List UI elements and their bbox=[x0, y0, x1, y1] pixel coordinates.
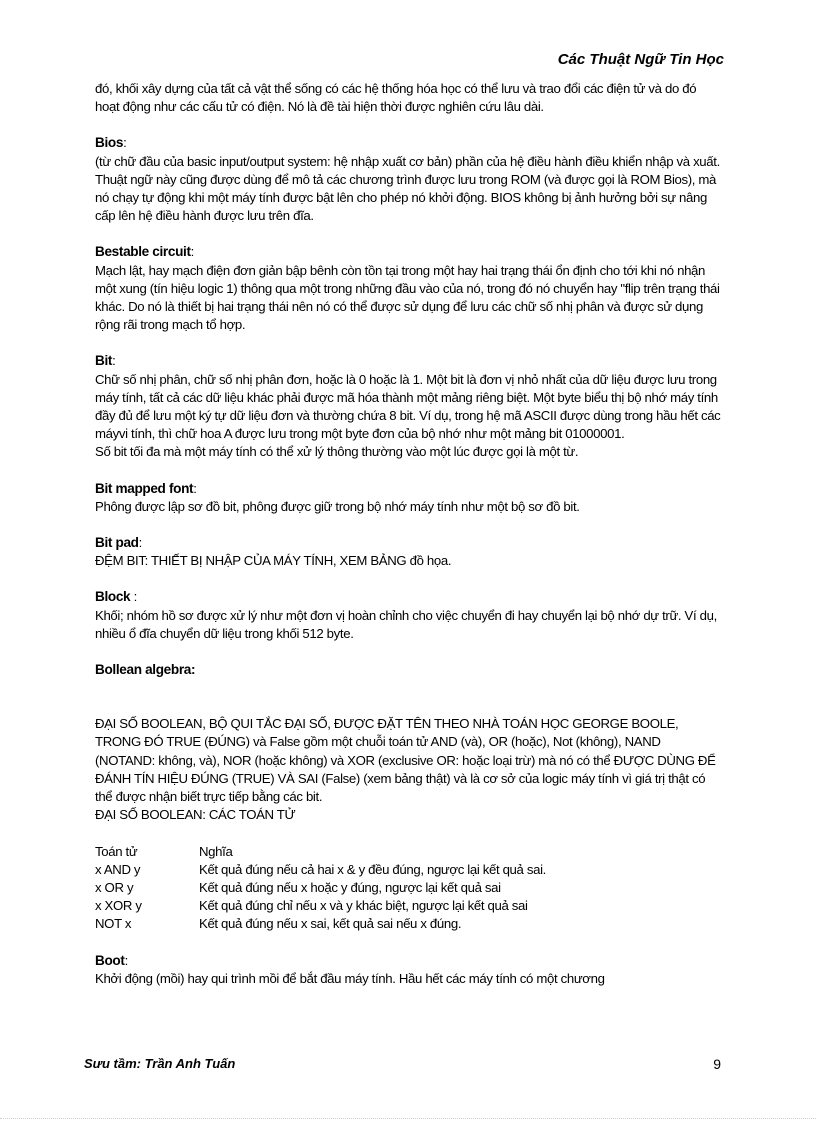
definition-bit: Chữ số nhị phân, chữ số nhị phân đơn, hoặc là 0 hoặc là 1. Một bit là đơn vị nhỏ nhất của dữ liệu được lưu trong máy tính, tất cả các dữ liệu khác phải được mã hóa thành một mảng riêng biệt. Một byte biểu thị bộ nhớ máy tính đầy đủ để lưu một ký tự dữ liệu đơn và thường chứa 8 bit. Ví dụ, trong hệ mã ASCII được dùng trong hầu hết các máyvi tính, thì chữ hoa A được lưu trong một byte đơn của bộ nhớ như một mảng bit 01000001. bbox=[95, 371, 721, 442]
term-block bbox=[95, 588, 721, 606]
table-header-meaning: Nghĩa bbox=[199, 843, 233, 859]
definition-bit-mapped-font: Phông được lập sơ đồ bit, phông được giữ trong bộ nhớ máy tính như một bộ sơ đồ bit. bbox=[95, 498, 580, 514]
operators-caption: ĐẠI SỐ BOOLEAN: CÁC TOÁN TỬ bbox=[95, 807, 296, 823]
term-bestable-circuit bbox=[95, 243, 721, 261]
term-bit-pad bbox=[95, 534, 721, 552]
page-number: 9 bbox=[713, 1056, 721, 1072]
term-colon: : bbox=[123, 135, 127, 151]
operators-table bbox=[95, 843, 721, 934]
definition-bestable-circuit: Mạch lật, hay mạch điện đơn giản bập bênh còn tồn tại trong một hay hai trạng thái ổn định cho tới khi nó nhận một xung (tín hiệu logic 1) thông qua một trong những đầu vào của nó, trong đó nó chuyển hay "flip trên trạng thái khác. Do nó là thiết bị hai trạng thái nên nó có thể được sử dụng để lưu các chữ số nhị phân và được sử dụng rộng rãi trong mạch tổ hợp. bbox=[95, 262, 720, 333]
term-colon: : bbox=[124, 952, 128, 968]
table-cell-meaning: Kết quả đúng chỉ nếu x và y khác biệt, ngược lại kết quả sai bbox=[199, 898, 528, 914]
term-title: Boot bbox=[95, 952, 125, 968]
definition-bollean-algebra: ĐẠI SỐ BOOLEAN, BỘ QUI TẮC ĐẠI SỐ, ĐƯỢC ĐẶT TÊN THEO NHÀ TOÁN HỌC GEORGE BOOLE, TRONG ĐÓ TRUE (ĐÚNG) và False gồm một chuỗi toán tử AND (và), OR (hoặc), Not (không), NAND (NOTAND: không, và), NOR (hoặc không) và XOR (exclusive OR: hoặc loại trừ) mà nó có thể ĐƯỢC DÙNG ĐỂ ĐÁNH TÍN HIỆU ĐÚNG (TRUE) VÀ SAI (False) (xem bảng thật) và là cơ sở của logic máy tính vì giá trị thật có thể được nhận biết trực tiếp bằng các bit. bbox=[95, 716, 716, 805]
definition-boot: Khởi động (mồi) hay qui trình mồi để bắt đầu máy tính. Hầu hết các máy tính có một chương bbox=[95, 970, 605, 986]
term-bit-mapped-font bbox=[95, 480, 721, 498]
term-title: Block bbox=[95, 589, 131, 605]
term-colon: : bbox=[138, 535, 142, 551]
table-cell-meaning: Kết quả đúng nếu x hoặc y đúng, ngược lại kết quả sai bbox=[199, 879, 501, 895]
term-title: Bit mapped font bbox=[95, 480, 194, 496]
running-header: Các Thuật Ngữ Tin Học bbox=[557, 51, 724, 68]
page-bottom-divider bbox=[0, 1118, 816, 1119]
intro-paragraph: đó, khối xây dựng của tất cả vật thể sống có các hệ thống hóa học có thể lưu và trao đổi các điện tử và do đó hoạt động như các cấu tử có điện. Nó là đề tài hiện thời được nghiên cứu lâu dài. bbox=[95, 81, 697, 115]
term-title: Bollean algebra: bbox=[95, 662, 196, 678]
term-title: Bit bbox=[95, 353, 113, 369]
term-colon: : bbox=[190, 244, 194, 260]
term-bios bbox=[95, 134, 721, 152]
term-title: Bestable circuit bbox=[95, 244, 191, 260]
definition-block: Khối; nhóm hồ sơ được xử lý như một đơn vị hoàn chỉnh cho việc chuyển đi hay chuyển lại bộ nhớ dự trữ. Ví dụ, nhiều ổ đĩa chuyển dữ liệu trong khối 512 byte. bbox=[95, 607, 717, 641]
footer-author: Sưu tầm: Trần Anh Tuấn bbox=[84, 1056, 236, 1071]
page-content bbox=[95, 80, 721, 988]
table-header-operator: Toán tử bbox=[95, 843, 138, 859]
term-title: Bit pad bbox=[95, 535, 139, 551]
definition-bios: (từ chữ đầu của basic input/output system: hệ nhập xuất cơ bản) phần của hệ điều hành điều khiển nhập và xuất. Thuật ngữ này cũng được dùng để mô tả các chương trình được lưu trong ROM (và được gọi là ROM Bios), mà nó chạy tự động khi một máy tính được bật lên cho phép nó khởi động. BIOS không bị ảnh hưởng bởi sự nâng cấp lên hệ điều hành được lưu trên đĩa. bbox=[95, 153, 720, 224]
term-colon: : bbox=[130, 589, 137, 605]
definition-bit-pad: ĐỆM BIT: THIẾT BỊ NHẬP CỦA MÁY TÍNH, XEM BẢNG đồ họa. bbox=[95, 553, 452, 569]
term-bit bbox=[95, 352, 721, 370]
term-colon: : bbox=[193, 480, 197, 496]
table-cell-meaning: Kết quả đúng nếu x sai, kết quả sai nếu x đúng. bbox=[199, 916, 462, 932]
term-bollean-algebra bbox=[95, 661, 721, 679]
table-cell-operator: x AND y bbox=[95, 861, 141, 877]
table-cell-operator: x XOR y bbox=[95, 898, 142, 914]
definition-bit-extra: Số bit tối đa mà một máy tính có thể xử lý thông thường vào một lúc được gọi là một từ. bbox=[95, 444, 579, 460]
table-cell-operator: NOT x bbox=[95, 916, 132, 932]
term-boot bbox=[95, 952, 721, 970]
table-cell-meaning: Kết quả đúng nếu cả hai x & y đều đúng, ngược lại kết quả sai. bbox=[199, 861, 546, 877]
term-colon: : bbox=[112, 353, 116, 369]
term-title: Bios bbox=[95, 135, 124, 151]
table-cell-operator: x OR y bbox=[95, 879, 134, 895]
